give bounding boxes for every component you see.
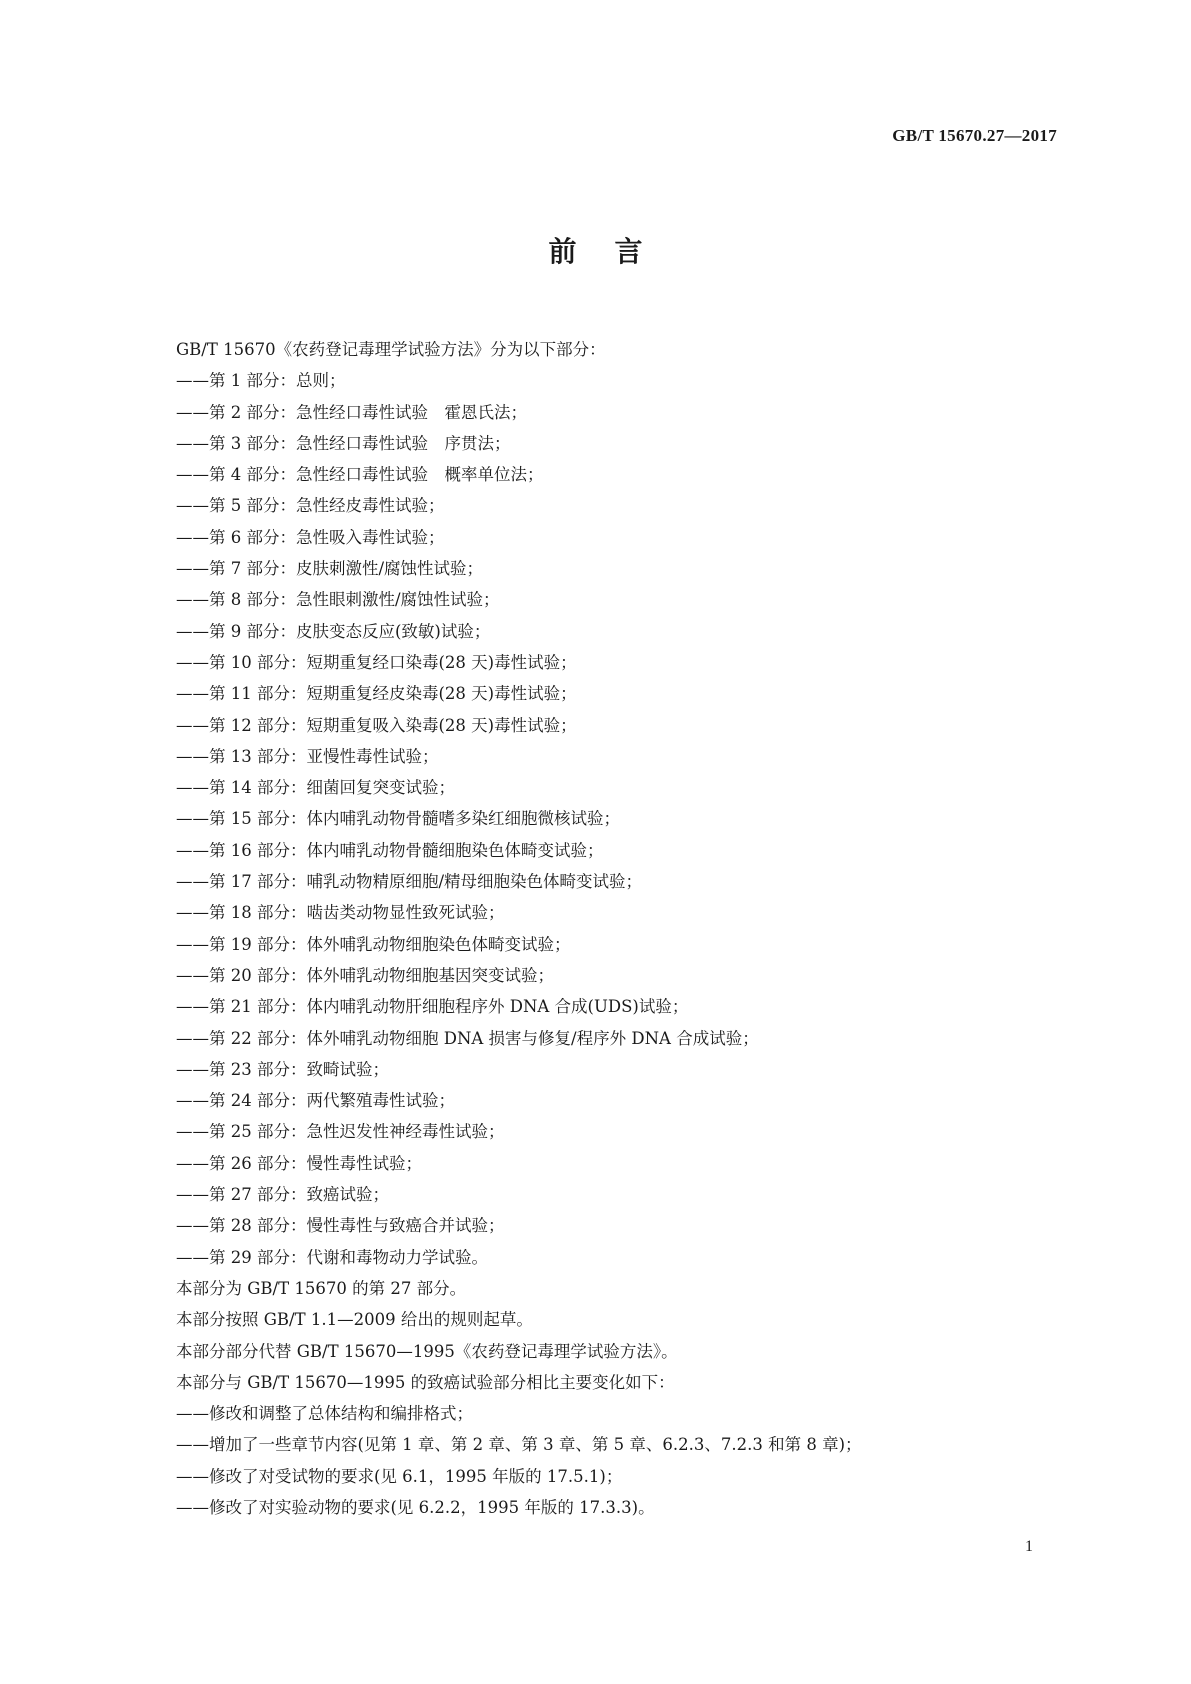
list-item: ——第 16 部分：体内哺乳动物骨髓细胞染色体畸变试验； — [176, 840, 604, 860]
statements — [176, 1273, 1056, 1398]
list-item: ——增加了一些章节内容(见第 1 章、第 2 章、第 3 章、第 5 章、6.2.3、7.2.3 和第 8 章)； — [176, 1435, 862, 1455]
list-item: ——第 10 部分：短期重复经口染毒(28 天)毒性试验； — [176, 652, 577, 672]
list-item: ——第 20 部分：体外哺乳动物细胞基因突变试验； — [176, 965, 554, 985]
list-item: ——第 25 部分：急性迟发性神经毒性试验； — [176, 1122, 505, 1142]
list-item: ——第 5 部分：急性经皮毒性试验； — [176, 496, 445, 516]
list-item: ——第 24 部分：两代繁殖毒性试验； — [176, 1091, 455, 1111]
list-item: ——第 1 部分：总则； — [176, 371, 346, 391]
page-title: 前言 — [548, 235, 681, 268]
list-item: ——第 26 部分：慢性毒性试验； — [176, 1153, 422, 1173]
list-item: ——修改和调整了总体结构和编排格式； — [176, 1404, 473, 1424]
list-item: ——第 2 部分：急性经口毒性试验 霍恩氏法； — [176, 402, 527, 422]
standard-code: GB/T 15670.27—2017 — [892, 126, 1057, 145]
intro-paragraph: GB/T 15670《农药登记毒理学试验方法》分为以下部分： — [176, 340, 606, 359]
list-item: ——第 11 部分：短期重复经皮染毒(28 天)毒性试验； — [176, 684, 577, 704]
list-item: ——第 27 部分：致癌试验； — [176, 1185, 389, 1205]
list-item: ——第 9 部分：皮肤变态反应(致敏)试验； — [176, 621, 491, 641]
list-item: ——第 18 部分：啮齿类动物显性致死试验； — [176, 903, 505, 923]
parts-list — [176, 365, 1056, 1273]
list-item: ——第 17 部分：哺乳动物精原细胞/精母细胞染色体畸变试验； — [176, 872, 643, 892]
list-item: ——第 29 部分：代谢和毒物动力学试验。 — [176, 1247, 488, 1267]
statement-paragraph: 本部分按照 GB/T 1.1—2009 给出的规则起草。 — [176, 1310, 533, 1330]
list-item: ——第 15 部分：体内哺乳动物骨髓嗜多染红细胞微核试验； — [176, 809, 620, 829]
page-number: 1 — [1025, 1538, 1033, 1555]
list-item: ——第 12 部分：短期重复吸入染毒(28 天)毒性试验； — [176, 715, 577, 735]
list-item: ——第 3 部分：急性经口毒性试验 序贯法； — [176, 433, 511, 453]
list-item: ——第 13 部分：亚慢性毒性试验； — [176, 746, 439, 766]
list-item: ——第 8 部分：急性眼刺激性/腐蚀性试验； — [176, 590, 500, 610]
list-item: ——第 23 部分：致畸试验； — [176, 1059, 389, 1079]
list-item: ——第 21 部分：体内哺乳动物肝细胞程序外 DNA 合成(UDS)试验； — [176, 997, 689, 1017]
statement-paragraph: 本部分部分代替 GB/T 15670—1995《农药登记毒理学试验方法》。 — [176, 1341, 678, 1361]
changes-list — [176, 1398, 1056, 1523]
statement-paragraph: 本部分与 GB/T 15670—1995 的致癌试验部分相比主要变化如下： — [176, 1372, 675, 1392]
list-item: ——第 28 部分：慢性毒性与致癌合并试验； — [176, 1216, 505, 1236]
list-item: ——第 14 部分：细菌回复突变试验； — [176, 778, 455, 798]
list-item: ——第 19 部分：体外哺乳动物细胞染色体畸变试验； — [176, 934, 571, 954]
list-item: ——修改了对实验动物的要求(见 6.2.2，1995 年版的 17.3.3)。 — [176, 1497, 655, 1517]
statement-paragraph: 本部分为 GB/T 15670 的第 27 部分。 — [176, 1278, 467, 1298]
list-item: ——第 7 部分：皮肤刺激性/腐蚀性试验； — [176, 559, 484, 579]
list-item: ——第 6 部分：急性吸入毒性试验； — [176, 527, 445, 547]
list-item: ——修改了对受试物的要求(见 6.1，1995 年版的 17.5.1)； — [176, 1466, 623, 1486]
document-body — [176, 334, 1056, 1523]
list-item: ——第 22 部分：体外哺乳动物细胞 DNA 损害与修复/程序外 DNA 合成试验； — [176, 1028, 759, 1048]
list-item: ——第 4 部分：急性经口毒性试验 概率单位法； — [176, 465, 544, 485]
